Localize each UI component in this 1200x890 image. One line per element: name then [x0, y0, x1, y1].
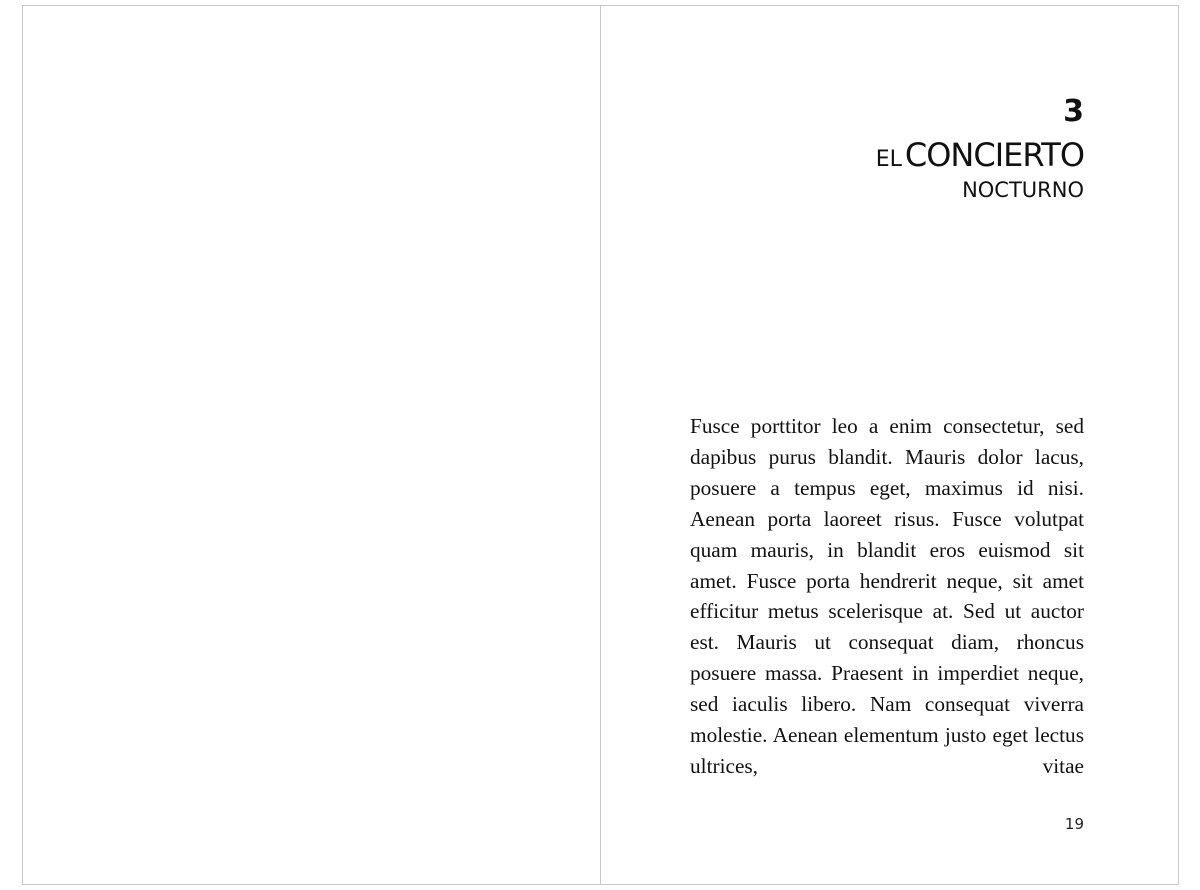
chapter-title — [876, 138, 1084, 203]
page-number: 19 — [1064, 815, 1084, 833]
chapter-title-line-1 — [876, 138, 1084, 177]
body-paragraph: Fusce porttitor leo a enim consectetur, sed dapibus purus blandit. Mauris dolor lacus, posuere a tempus eget, maximus id nisi. Aenean porta laoreet risus. Fusce volutpat quam mauris, in blandit eros euismod sit amet. Fusce porta hendrerit neque, sit amet efficitur metus scelerisque at. Sed ut auctor est. Mauris ut consequat diam, rhoncus posuere massa. Praesent in imperdiet neque, sed iaculis libero. Nam consequat viverra molestie. Aenean elementum justo eget lectus ultrices, vitae — [690, 414, 1084, 778]
chapter-title-sub: NOCTURNO — [962, 178, 1084, 202]
chapter-title-prefix: EL — [875, 147, 902, 172]
right-page — [601, 6, 1178, 884]
chapter-number: 3 — [1063, 94, 1084, 129]
book-spread — [22, 5, 1179, 885]
chapter-title-main: CONCIERTO — [904, 136, 1084, 174]
left-page — [23, 6, 601, 884]
